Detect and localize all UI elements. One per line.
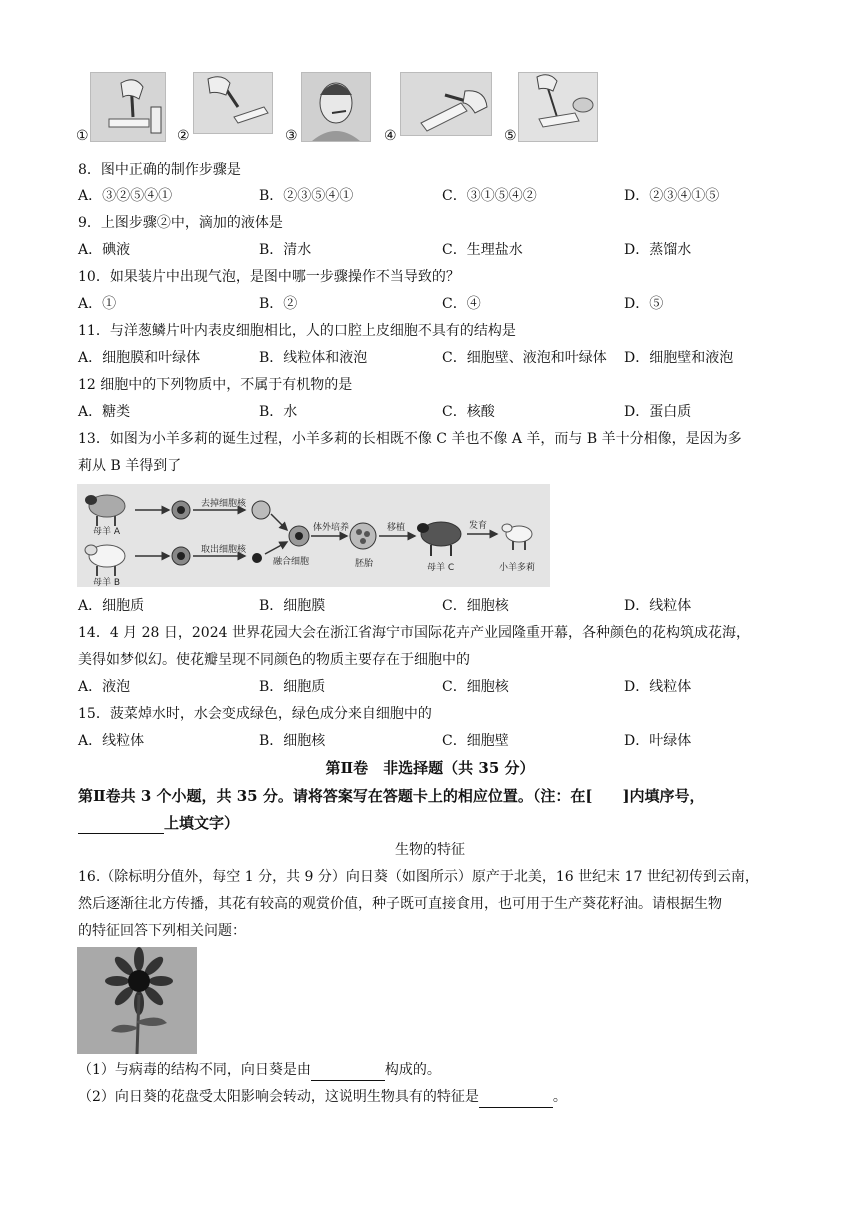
question-10-stem: 10．如果装片中出现气泡，是图中哪一步骤操作不当导致的？ <box>78 269 460 285</box>
part-1-suffix: 构成的。 <box>384 1062 441 1078</box>
label-take-nucleus: 取出细胞核 <box>201 545 247 555</box>
option-b: B．线粒体和液泡 <box>259 350 368 366</box>
sunflower-image <box>77 947 197 1054</box>
option-d: D．②③④①⑤ <box>624 188 720 204</box>
question-16-line2: 然后逐渐往北方传播，其花有较高的观赏价值，种子既可直接食用，也可用于生产葵花籽油。请根据生物 <box>78 896 722 912</box>
label-embryo: 胚胎 <box>355 559 374 569</box>
option-a: A．液泡 <box>78 679 131 695</box>
question-13-options <box>78 596 778 616</box>
step-4-photo <box>400 72 492 136</box>
option-a: A．③②⑤④① <box>78 188 173 204</box>
option-c: C．核酸 <box>442 404 495 420</box>
step-2-photo <box>193 72 273 134</box>
option-b: B．清水 <box>259 242 312 258</box>
label-sheep-b: 母羊 B <box>93 578 121 587</box>
part-2-text: （2）向日葵的花盘受太阳影响会转动，这说明生物具有的特征是 <box>78 1089 479 1105</box>
question-14-stem-line1: 14．4 月 28 日，2024 世界花园大会在浙江省海宁市国际花卉产业园隆重开幕，各种颜色的花构筑成花海， <box>78 625 750 641</box>
option-a: A．① <box>78 296 117 312</box>
question-9-stem: 9．上图步骤②中，滴加的液体是 <box>78 215 283 231</box>
label-sheep-a: 母羊 A <box>93 527 121 537</box>
answer-blank-2[interactable] <box>479 1087 553 1108</box>
step-number: ⑤ <box>504 128 517 144</box>
option-b: B．②③⑤④① <box>259 188 354 204</box>
subheading-biological-characteristics: 生物的特征 <box>395 842 465 858</box>
cloning-diagram-drawing <box>77 484 550 587</box>
option-d: D．蒸馏水 <box>624 242 692 258</box>
label-dolly: 小羊多莉 <box>499 563 536 573</box>
label-fused-cell: 融合细胞 <box>273 557 310 567</box>
step-number: ④ <box>384 128 397 144</box>
step-number: ② <box>177 128 190 144</box>
question-15-stem: 15．菠菜焯水时，水会变成绿色，绿色成分来自细胞中的 <box>78 706 432 722</box>
answer-blank-1[interactable] <box>311 1060 385 1081</box>
question-9-options <box>78 240 778 260</box>
option-b: B．② <box>259 296 298 312</box>
question-11-options <box>78 348 778 368</box>
option-d: D．叶绿体 <box>624 733 692 749</box>
cloning-diagram <box>77 484 550 587</box>
question-13-stem-line2: 莉从 B 羊得到了 <box>78 458 182 474</box>
option-d: D．蛋白质 <box>624 404 692 420</box>
option-c: C．细胞核 <box>442 598 509 614</box>
step-number: ③ <box>285 128 298 144</box>
label-in-vitro: 体外培养 <box>313 523 350 533</box>
option-d: D．线粒体 <box>624 679 692 695</box>
option-c: C．③①⑤④② <box>442 188 537 204</box>
option-b: B．水 <box>259 404 298 420</box>
label-sheep-c: 母羊 C <box>427 563 455 573</box>
option-a: A．糖类 <box>78 404 131 420</box>
option-a: A．细胞质 <box>78 598 145 614</box>
section-2-instructions-line2 <box>78 813 239 834</box>
part-1-text: （1）与病毒的结构不同，向日葵是由 <box>78 1062 311 1078</box>
part-2-suffix: 。 <box>552 1089 567 1105</box>
question-8-stem: 8．图中正确的制作步骤是 <box>78 162 241 178</box>
option-a: A．细胞膜和叶绿体 <box>78 350 201 366</box>
step-number: ① <box>76 128 89 144</box>
question-14-stem-line2: 美得如梦似幻。使花瓣呈现不同颜色的物质主要存在于细胞中的 <box>78 652 470 668</box>
procedure-steps-figure <box>76 72 636 146</box>
option-c: C．生理盐水 <box>442 242 523 258</box>
option-d: D．细胞壁和液泡 <box>624 350 734 366</box>
instructions-suffix: 上填文字） <box>164 814 240 832</box>
label-transplant: 移植 <box>387 523 406 533</box>
section-2-instructions-line1: 第Ⅱ卷共 3 个小题，共 35 分。请将答案写在答题卡上的相应位置。（注：在[ ]内填序号， <box>78 787 705 805</box>
step-5-photo <box>518 72 598 142</box>
option-b: B．细胞核 <box>259 733 326 749</box>
option-d: D．线粒体 <box>624 598 692 614</box>
step-3-photo <box>301 72 371 142</box>
answer-blank <box>78 813 164 834</box>
option-c: C．细胞壁、液泡和叶绿体 <box>442 350 607 366</box>
question-14-options <box>78 677 778 697</box>
question-12-options <box>78 402 778 422</box>
question-13-stem-line1: 13．如图为小羊多莉的诞生过程，小羊多莉的长相既不像 C 羊也不像 A 羊，而与 B 羊十分相像，是因为多 <box>78 431 742 447</box>
question-15-options <box>78 731 778 751</box>
option-b: B．细胞质 <box>259 679 326 695</box>
question-16-part-1 <box>78 1060 441 1081</box>
option-c: C．细胞壁 <box>442 733 509 749</box>
step-1-photo <box>90 72 166 142</box>
question-12-stem: 12 细胞中的下列物质中，不属于有机物的是 <box>78 377 353 393</box>
question-8-options <box>78 186 778 206</box>
question-16-line1: 16.（除标明分值外，每空 1 分，共 9 分）向日葵（如图所示）原产于北美，16 世纪末 17 世纪初传到云南， <box>78 869 759 885</box>
option-c: C．细胞核 <box>442 679 509 695</box>
option-a: A．碘液 <box>78 242 131 258</box>
option-a: A．线粒体 <box>78 733 145 749</box>
question-16-line3: 的特征回答下列相关问题： <box>78 923 246 939</box>
question-10-options <box>78 294 778 314</box>
option-b: B．细胞膜 <box>259 598 326 614</box>
question-11-stem: 11．与洋葱鳞片叶内表皮细胞相比，人的口腔上皮细胞不具有的结构是 <box>78 323 516 339</box>
option-c: C．④ <box>442 296 481 312</box>
question-16-part-2 <box>78 1087 567 1108</box>
option-d: D．⑤ <box>624 296 664 312</box>
label-develop: 发育 <box>469 521 488 531</box>
section-2-title: 第Ⅱ卷 非选择题（共 35 分） <box>325 759 535 777</box>
label-remove-nucleus: 去掉细胞核 <box>201 499 247 509</box>
